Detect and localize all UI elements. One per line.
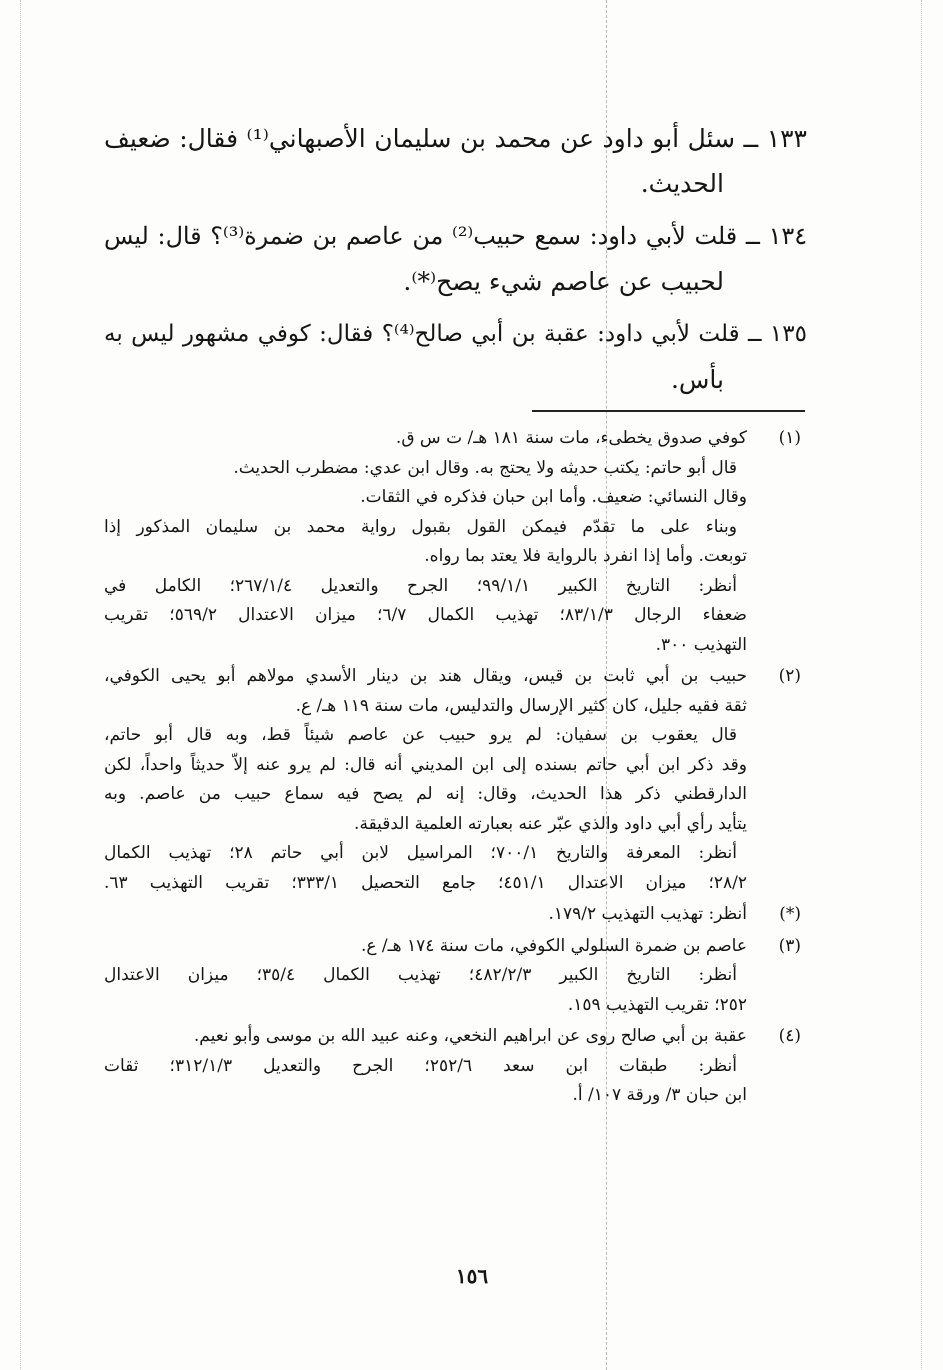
entry-line: ١٣٣ ــ سئل أبو داود عن محمد بن سليمان الأصبهاني⁽¹⁾ فقال: ضعيف <box>104 124 807 153</box>
footnote-line: قال أبو حاتم: يكتب حديثه ولا يحتج به. وقال ابن عدي: مضطرب الحديث. <box>233 457 737 478</box>
footnote-line: أنظر: طبقات ابن سعد ٢٥٢/٦؛ الجرح والتعديل ٣١٢/١/٣؛ ثقات <box>104 1055 737 1076</box>
footnote-line: عاصم بن ضمرة السلولي الكوفي، مات سنة ١٧٤ هـ/ ع. <box>360 935 747 956</box>
footnotes <box>104 424 801 1113</box>
scan-edge-right <box>921 0 922 1370</box>
footnote-mark: (*) <box>779 904 801 924</box>
footnote-3 <box>104 932 801 1021</box>
footnote-mark: (٢) <box>778 666 801 686</box>
footnote-line: توبعت. وأما إذا انفرد بالرواية فلا يعتد بما رواه. <box>424 546 747 566</box>
footnote-line: وقال النسائي: ضعيف. وأما ابن حبان فذكره في الثقات. <box>360 487 747 507</box>
footnote-line: وقد ذكر ابن أبي حاتم بسنده إلى ابن المديني أنه قال: لم يرو عنه إلاّ حديثاً واحداً، لكن <box>104 754 747 775</box>
footnote-line: ثقة فقيه جليل، كان كثير الإرسال والتدليس، مات سنة ١١٩ هـ/ ع. <box>295 695 747 716</box>
entry-line: ١٣٥ ــ قلت لأبي داود: عقبة بن أبي صالح⁽⁴⁾؟ فقال: كوفي مشهور ليس به <box>104 321 807 347</box>
footnote-mark: (٤) <box>778 1026 801 1046</box>
footnote-line: عقبة بن أبي صالح روى عن ابراهيم النخعي، وعنه عبيد الله بن موسى وأبو نعيم. <box>193 1026 747 1046</box>
entry-line: الحديث. <box>640 169 724 198</box>
footnote-line: أنظر: تهذيب التهذيب ١٧٩/٢. <box>548 904 747 924</box>
entry-line: بأس. <box>670 365 724 394</box>
footnote-line: قال يعقوب بن سفيان: لم يرو حبيب عن عاصم شيئاً قط، وبه قال أبو حاتم، <box>104 725 737 745</box>
footnote-mark: (١) <box>778 428 801 448</box>
footnote-line: ٢٨/٢؛ ميزان الاعتدال ٤٥١/١؛ جامع التحصيل ٣٣٣/١؛ تقريب التهذيب ٦٣. <box>104 872 747 893</box>
footnote-body <box>104 424 747 660</box>
footnote-1 <box>104 424 801 660</box>
entry-133 <box>104 116 807 206</box>
footnote-2 <box>104 662 801 898</box>
footnote-line: ٢٥٢؛ تقريب التهذيب ١٥٩. <box>567 994 747 1015</box>
question-entries <box>104 116 807 410</box>
footnote-line: يتأيد رأي أبي داود والذي عبّر عنه بعبارته العلمية الدقيقة. <box>354 813 747 834</box>
entry-134 <box>104 214 807 304</box>
footnote-line: أنظر: التاريخ الكبير ٩٩/١/١؛ الجرح والتعديل ٢٦٧/١/٤؛ الكامل في <box>104 575 737 596</box>
footnote-line: التهذيب ٣٠٠. <box>655 634 747 655</box>
footnote-line: وبناء على ما تقدّم فيمكن القول بقبول رواية محمد بن سليمان المذكور إذا <box>104 516 737 537</box>
entry-line: ١٣٤ ــ قلت لأبي داود: سمع حبيب⁽²⁾ من عاصم بن ضمرة⁽³⁾؟ قال: ليس <box>104 222 807 250</box>
footnote-mark: (٣) <box>778 935 801 956</box>
scan-edge-left <box>20 0 21 1370</box>
footnote-line: الدارقطني ذكر هذا الحديث، وقال: إنه لم يصح فيه سماع حبيب من عاصم. وبه <box>104 784 747 804</box>
footnote-line: أنظر: التاريخ الكبير ٤٨٢/٢/٣؛ تهذيب الكمال ٣٥/٤؛ ميزان الاعتدال <box>104 965 738 985</box>
footnote-body <box>104 900 747 930</box>
footnote-separator <box>532 410 805 412</box>
page-number: ١٥٦ <box>455 1264 489 1288</box>
footnote-body <box>104 662 747 898</box>
footnote-4 <box>104 1022 801 1111</box>
footnote-asterisk <box>104 900 801 930</box>
footnote-line: كوفي صدوق يخطىء، مات سنة ١٨١ هـ/ ت س ق. <box>395 428 747 448</box>
entry-135 <box>104 312 807 402</box>
footnote-body <box>104 1022 747 1111</box>
entry-line: لحبيب عن عاصم شيء يصح⁽*⁾. <box>403 267 724 296</box>
footnote-line: ابن حبان ٣/ ورقة ١٠٧/ أ. <box>572 1085 747 1105</box>
footnote-line: ضعفاء الرجال ٨٣/١/٣؛ تهذيب الكمال ٦/٧؛ ميزان الاعتدال ٥٦٩/٢؛ تقريب <box>104 605 747 625</box>
footnote-line: حبيب بن أبي ثابت بن قيس، ويقال هند بن دينار الأسدي مولاهم أبو يحيى الكوفي، <box>104 666 747 686</box>
footnote-line: أنظر: المعرفة والتاريخ ٧٠٠/١؛ المراسيل لابن أبي حاتم ٢٨؛ تهذيب الكمال <box>104 843 737 863</box>
footnote-body <box>104 932 747 1021</box>
